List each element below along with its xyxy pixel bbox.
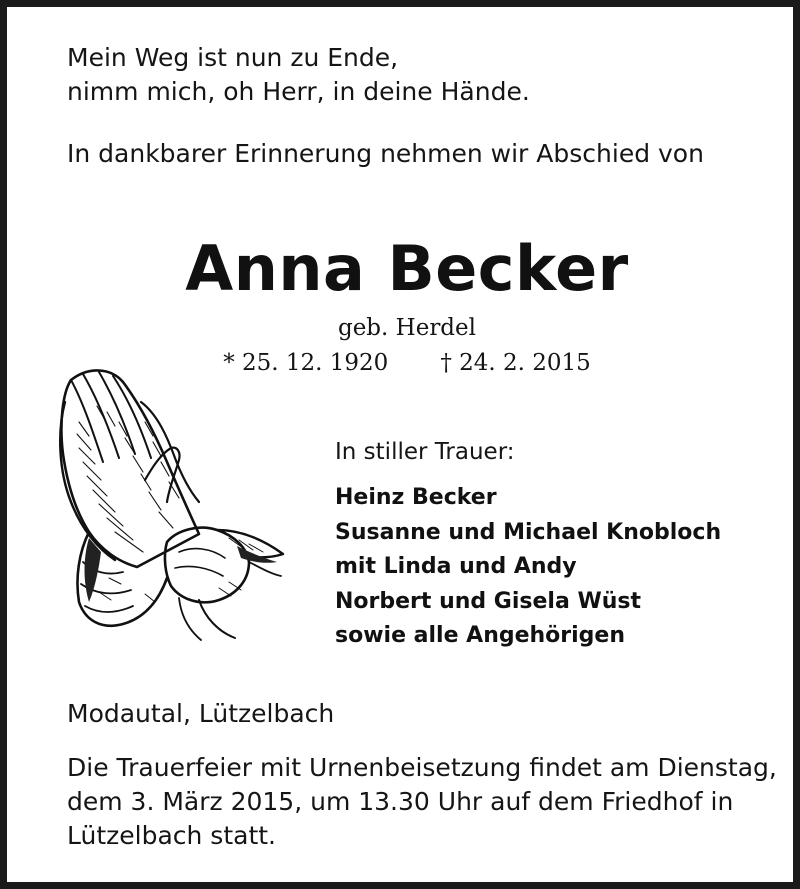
maiden-name: geb. Herdel [337, 315, 477, 341]
mourner-1: Heinz Becker [335, 485, 497, 510]
verse-line-1: Mein Weg ist nun zu Ende, [67, 43, 399, 72]
mourner-3: mit Linda und Andy [335, 554, 577, 579]
deceased-name: Anna Becker [185, 232, 629, 305]
place-text: Modautal, Lützelbach [67, 699, 335, 728]
verse-line-2: nimm mich, oh Herr, in deine Hände. [67, 77, 530, 106]
verse [67, 41, 530, 109]
funeral-line-2: dem 3. März 2015, um 13.30 Uhr auf dem Friedhof in [67, 787, 734, 816]
mourning-label: In stiller Trauer: [335, 439, 515, 465]
death-date: † 24. 2. 2015 [440, 350, 591, 376]
mourner-5: sowie alle Angehörigen [335, 623, 626, 648]
praying-hands-icon [49, 362, 289, 652]
funeral-info [67, 751, 777, 853]
intro-text: In dankbarer Erinnerung nehmen wir Abschied von [67, 139, 704, 168]
birth-date: * 25. 12. 1920 [223, 350, 389, 376]
mourner-2: Susanne und Michael Knobloch [335, 519, 722, 545]
mourning-block [335, 435, 721, 654]
funeral-line-3: Lützelbach statt. [67, 821, 277, 850]
mourner-4: Norbert und Gisela Wüst [335, 588, 642, 614]
funeral-line-1: Die Trauerfeier mit Urnenbeisetzung findet am Dienstag, [67, 753, 777, 782]
